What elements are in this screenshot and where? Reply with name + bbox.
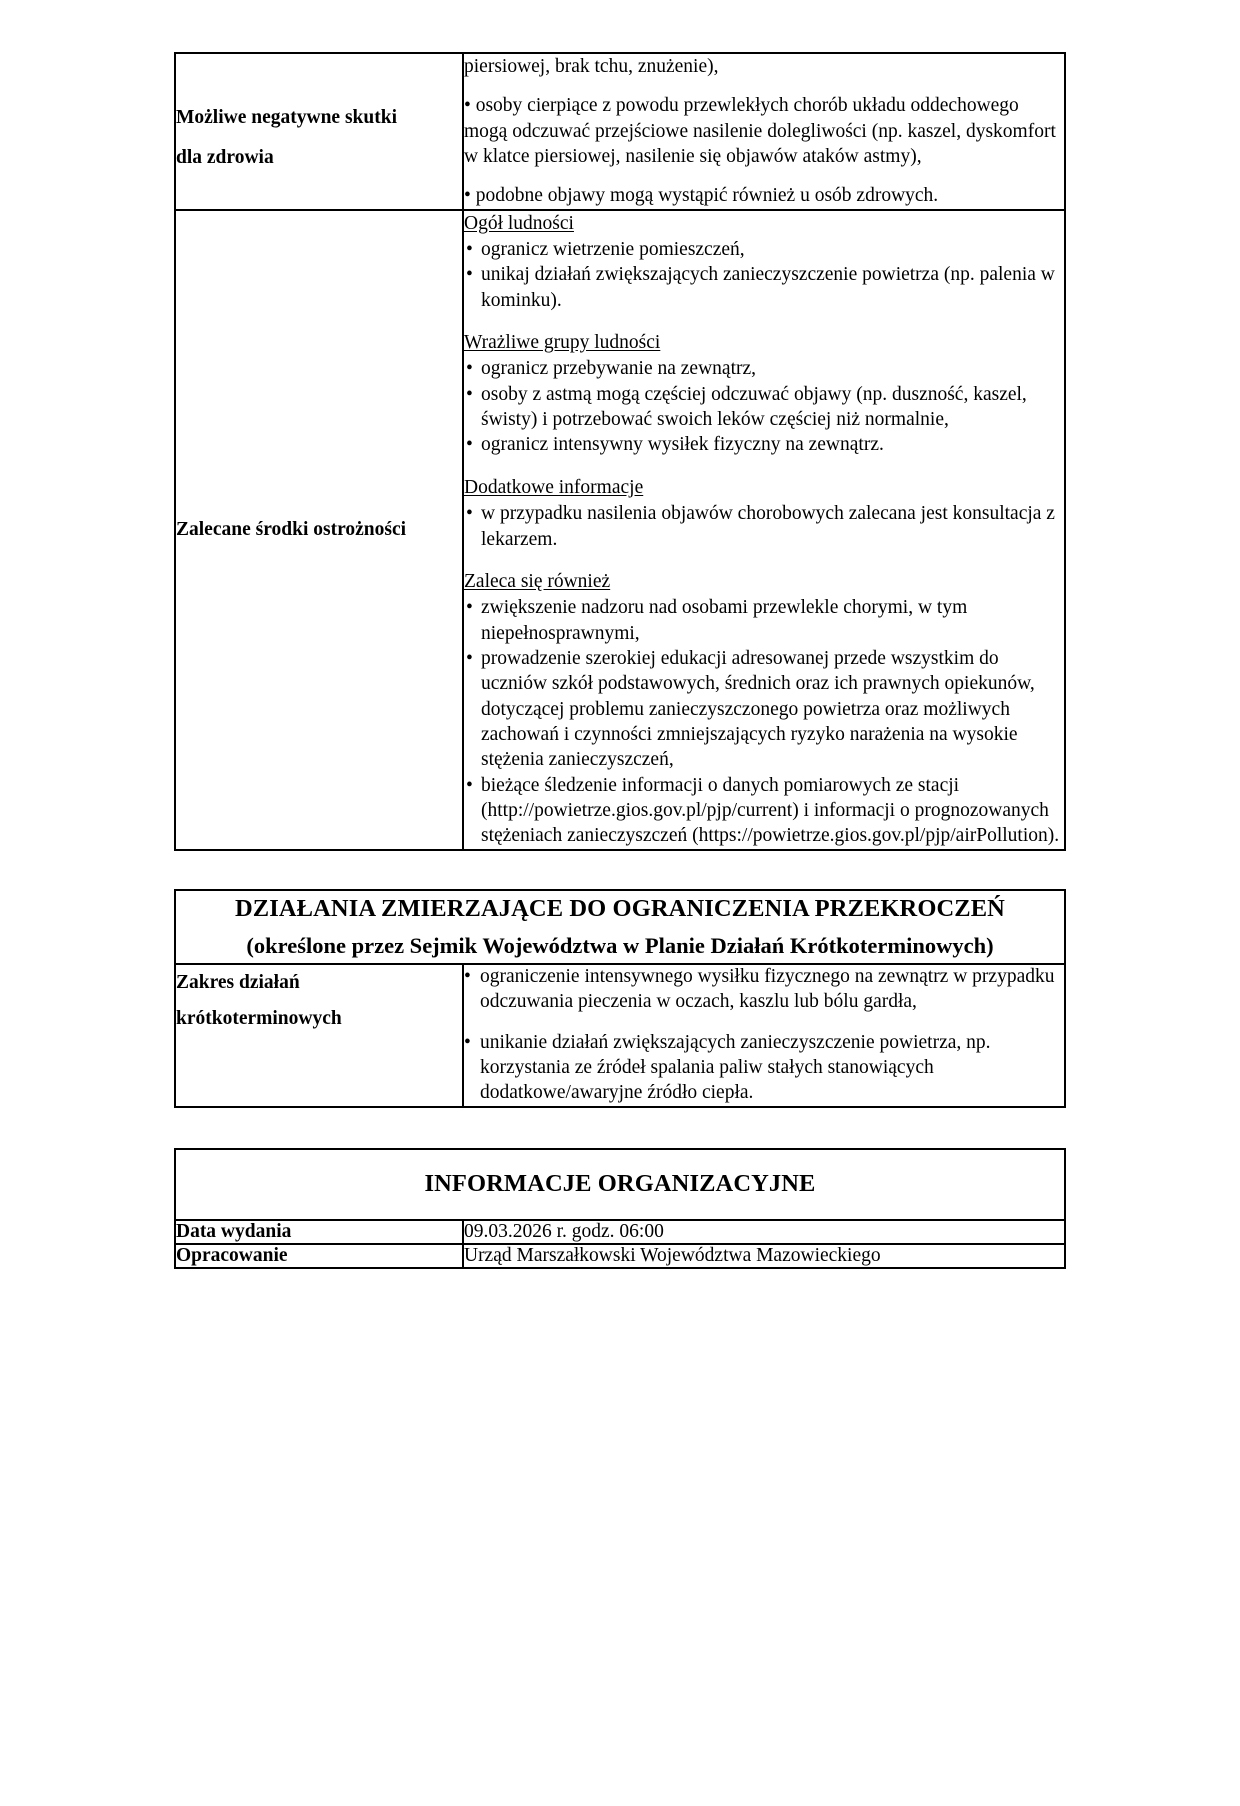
table-row-health-effects — [175, 53, 1065, 210]
precaution-list — [464, 595, 1064, 848]
list-item: • unikaj działań zwiększających zanieczyszczenie powietrza (np. palenia w kominku). — [464, 262, 1064, 313]
row-label-issue-date: Data wydania — [175, 1220, 463, 1244]
row-label-precautions — [175, 210, 463, 850]
health-effects-table — [174, 52, 1066, 851]
row-label-health-effects — [175, 53, 463, 210]
document-page — [0, 52, 1240, 1806]
info-table-heading — [175, 1149, 1065, 1221]
list-item: • zwiększenie nadzoru nad osobami przewlekle chorymi, w tym niepełnosprawnymi, — [464, 595, 1064, 646]
precaution-list — [464, 501, 1064, 552]
action-item: • ograniczenie intensywnego wysiłku fizycznego na zewnątrz w przypadku odczuwania pieczenia w oczach, kaszlu lub bólu gardła, — [464, 965, 1064, 1015]
precaution-group-general — [464, 211, 1064, 313]
list-item: • w przypadku nasilenia objawów chorobowych zalecana jest konsultacja z lekarzem. — [464, 501, 1064, 552]
health-effects-paragraph: • osoby cierpiące z powodu przewlekłych chorób układu oddechowego mogą odczuwać przejściowe nasilenie dolegliwości (np. kaszel, dyskomfort w klatce piersiowej, nasilenie się objawów ataków astmy), — [464, 95, 1056, 168]
table-row-issue-date — [175, 1220, 1065, 1244]
list-item: • prowadzenie szerokiej edukacji adresowanej przede wszystkim do uczniów szkół podstawowych, średnich oraz ich prawnych opiekunów, dotyczącej problemu zanieczyszczonego powietrza oraz możliwych zachowań i czynności zmniejszających ryzyko narażenia na wysokie stężenia zanieczyszczeń, — [464, 646, 1064, 773]
precaution-list — [464, 237, 1064, 313]
row-label-actions-scope — [175, 964, 463, 1107]
precaution-list — [464, 356, 1064, 457]
health-effects-label-line-2: dla zdrowia — [176, 146, 274, 168]
precaution-group-additional — [464, 475, 1064, 552]
organizational-info-table — [174, 1148, 1066, 1270]
list-item: • ogranicz przebywanie na zewnątrz, — [464, 356, 1064, 381]
health-effects-paragraph: • podobne objawy mogą wystąpić również u osób zdrowych. — [464, 185, 939, 207]
list-item: • ogranicz wietrzenie pomieszczeń, — [464, 237, 1064, 262]
health-effects-label-line-1: Możliwe negatywne skutki — [176, 107, 397, 128]
short-term-actions-table — [174, 889, 1066, 1108]
precaution-group-sensitive — [464, 330, 1064, 458]
action-item: • unikanie działań zwiększających zanieczyszczenie powietrza, np. korzystania ze źródeł spalania paliw stałych stanowiących dodatkowe/awaryjne źródło ciepła. — [464, 1031, 1064, 1106]
actions-heading-line-1: DZIAŁANIA ZMIERZAJĄCE DO OGRANICZENIA PRZEKROCZEŃ — [235, 894, 1005, 922]
table-row-prepared-by — [175, 1244, 1065, 1268]
precaution-group-title: Zaleca się również — [464, 570, 611, 592]
table-row-actions-scope — [175, 964, 1065, 1107]
table-row-info-heading — [175, 1149, 1065, 1221]
row-body-precautions — [463, 210, 1065, 850]
actions-heading-line-2: (określone przez Sejmik Województwa w Planie Działań Krótkoterminowych) — [246, 933, 994, 959]
actions-scope-label-line-1: Zakres działań — [175, 971, 300, 993]
list-item: • osoby z astmą mogą częściej odczuwać objawy (np. duszność, kaszel, świsty) i potrzebować swoich leków częściej niż normalnie, — [464, 382, 1064, 433]
precaution-group-also-recommended — [464, 569, 1064, 849]
precautions-label: Zalecane środki ostrożności — [176, 518, 407, 540]
list-item: • ogranicz intensywny wysiłek fizyczny na zewnątrz. — [464, 432, 1064, 457]
table-row-precautions — [175, 210, 1065, 850]
row-body-health-effects — [463, 53, 1065, 210]
row-label-prepared-by: Opracowanie — [175, 1244, 463, 1268]
actions-table-heading — [175, 890, 1065, 964]
precaution-group-title: Ogół ludności — [464, 212, 574, 234]
precaution-group-title: Dodatkowe informacje — [464, 476, 644, 498]
row-body-actions-scope — [463, 964, 1065, 1107]
actions-scope-label-line-2: krótkoterminowych — [175, 1007, 342, 1029]
health-effects-paragraph: piersiowej, brak tchu, znużenie), — [464, 56, 719, 77]
info-heading-text: INFORMACJE ORGANIZACYJNE — [424, 1169, 816, 1197]
table-row-actions-heading — [175, 890, 1065, 964]
precaution-group-title: Wrażliwe grupy ludności — [464, 332, 661, 354]
row-value-prepared-by: Urząd Marszałkowski Województwa Mazowieckiego — [463, 1244, 1065, 1268]
list-item: • bieżące śledzenie informacji o danych pomiarowych ze stacji (http://powietrze.gios.gov.pl/pjp/current) i informacji o prognozowanych stężeniach zanieczyszczeń (https://powietrze.gios.gov.pl/pjp/airPollution). — [464, 773, 1064, 849]
row-value-issue-date: 09.03.2026 r. godz. 06:00 — [463, 1220, 1065, 1244]
